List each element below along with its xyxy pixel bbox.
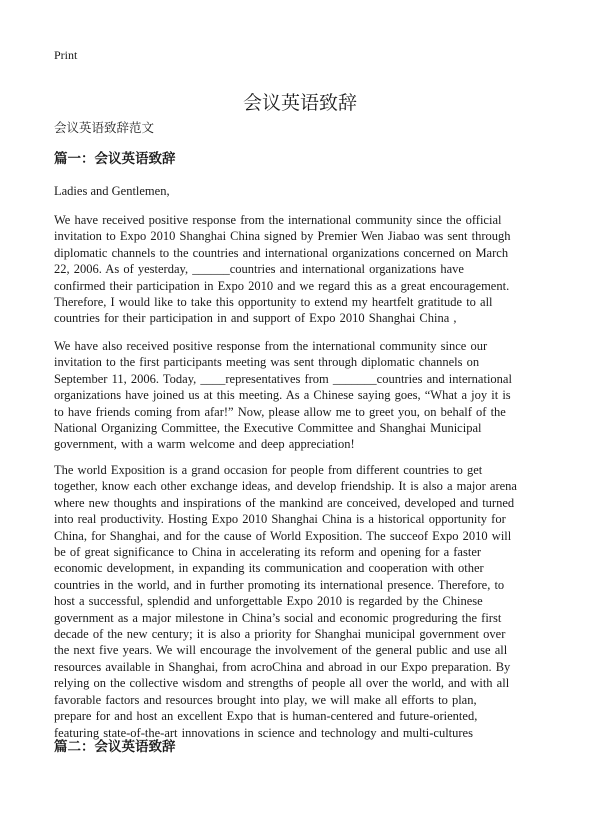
paragraph-line: countries in the world, and in further promoting its international presence. Therefore, to bbox=[54, 577, 505, 592]
paragraph-line: relying on the collective wisdom and strengths of people all over the world, and with all bbox=[54, 676, 510, 691]
paragraph-line: confirmed their participation in Expo 2010 and we regard this as a great encouragement. bbox=[54, 278, 510, 293]
paragraph-line: economic development, in expanding its communication and cooperation with other bbox=[54, 561, 484, 576]
paragraph-line: We have received positive response from the international community since the official bbox=[54, 213, 502, 227]
paragraph-line: September 11, 2006. Today, ____representatives from _______countries and international bbox=[54, 371, 512, 386]
greeting: Ladies and Gentlemen, bbox=[54, 184, 170, 198]
paragraph-line: to have friends coming from afar!” Now, please allow me to greet you, on behalf of the bbox=[54, 404, 506, 419]
paragraph-line: The world Exposition is a grand occasion for people from different countries to get bbox=[54, 463, 483, 477]
paragraph-line: government as a major milestone in China’s social and economic progreduring the first bbox=[54, 610, 502, 625]
paragraph-line: where new thoughts and inspirations of the mankind are conceived, developed and turned bbox=[54, 495, 515, 510]
paragraph-line: National Organizing Committee, the Executive Committee and Shanghai Municipal bbox=[54, 421, 482, 436]
paragraph-line: the next five years. We will encourage the involvement of the general public and use all bbox=[54, 643, 508, 658]
paragraph-line: together, know each other exchange ideas, and develop friendship. It is also a major arena bbox=[54, 479, 517, 494]
section-heading-1: 篇一：会议英语致辞 bbox=[54, 151, 176, 167]
paragraph-line: prepare for and host an excellent Expo that is human-centered and future-oriented, bbox=[54, 709, 478, 724]
paragraph-line: invitation to Expo 2010 Shanghai China signed by Premier Wen Jiabao was sent through bbox=[54, 229, 511, 244]
paragraph-line: Therefore, I would like to take this opportunity to extend my heartfelt gratitude to all bbox=[54, 295, 493, 310]
paragraph-line: invitation to the first participants meeting was sent through diplomatic channels on bbox=[54, 355, 480, 370]
paragraph-line: be of great significance to China in accelerating its reform and opening for a faster bbox=[54, 545, 482, 560]
paragraph-2 bbox=[54, 338, 554, 453]
paragraph-line: 22, 2006. As of yesterday, ______countries and international organizations have bbox=[54, 262, 464, 277]
paragraph-line: into real productivity. Hosting Expo 2010 Shanghai China is a historical opportunity for bbox=[54, 512, 506, 527]
document-title: 会议英语致辞 bbox=[242, 91, 357, 114]
paragraph-line: We have also received positive response from the international community since our bbox=[54, 339, 488, 353]
document-subtitle: 会议英语致辞范文 bbox=[54, 120, 155, 135]
paragraph-line: organizations have joined us at this meeting. As a Chinese saying goes, “What a joy it is bbox=[54, 388, 511, 403]
paragraph-line: China, for Shanghai, and for the cause of World Exposition. The succeof Expo 2010 will bbox=[54, 528, 512, 543]
paragraph-line: decade of the new century; it is also a priority for Shanghai municipal government over bbox=[54, 627, 506, 642]
section-heading-2: 篇二：会议英语致辞 bbox=[54, 739, 176, 755]
paragraph-line: diplomatic channels to the countries and international organizations concerned on March bbox=[54, 245, 509, 260]
paragraph-3 bbox=[54, 462, 554, 741]
paragraph-line: favorable factors and resources brought into play, we will make all efforts to plan, bbox=[54, 692, 477, 707]
paragraph-line: countries for their participation in and support of Expo 2010 Shanghai China , bbox=[54, 311, 457, 326]
paragraph-line: featuring state-of-the-art innovations in science and technology and multi-cultures bbox=[54, 725, 473, 740]
paragraph-line: resources available in Shanghai, from acroChina and abroad in our Expo preparation. By bbox=[54, 659, 511, 674]
paragraph-1 bbox=[54, 212, 554, 327]
paragraph-line: government, with a warm welcome and deep appreciation! bbox=[54, 437, 355, 452]
print-label[interactable]: Print bbox=[54, 48, 78, 62]
paragraph-line: host a successful, splendid and unforgettable Expo 2010 is regarded by the Chinese bbox=[54, 594, 483, 609]
